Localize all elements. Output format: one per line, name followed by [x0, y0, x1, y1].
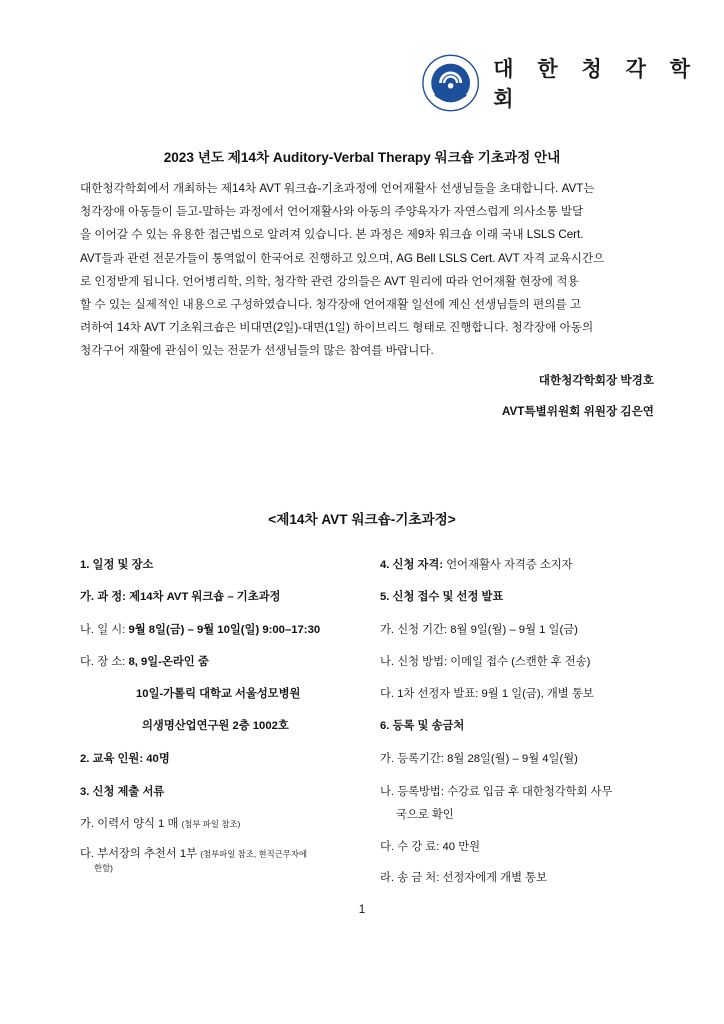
intro-line: 청각구어 재활에 관심이 있는 전문가 선생님들의 많은 참여를 바랍니다.	[80, 344, 434, 358]
apply-method: 나. 신청 방법: 이메일 접수 (스캔한 후 전송)	[380, 656, 591, 668]
document-item-note: (첨부파일 참조, 현직근무자에	[200, 849, 308, 859]
participants-value: 40명	[146, 753, 170, 765]
apply-period: 가. 신청 기간: 8월 9일(월) – 9월 1 일(금)	[380, 624, 578, 636]
participants-label: 2. 교육 인원:	[80, 753, 144, 765]
place-line-3: 의생명산업연구원 2층 1002호	[142, 720, 289, 732]
signature-committee-chair: AVT특별위원회 위원장 김은연	[502, 405, 654, 418]
signature-president: 대한청각학회장 박경호	[538, 374, 654, 387]
intro-line: 려하여 14차 AVT 기초워크숍은 비대면(2일)-대면(1일) 하이브리드 형태로 진행합니다. 청각장애 아동의	[80, 321, 594, 335]
document-item-text: 가. 이력서 양식 1 매	[80, 818, 179, 830]
date-value: 9월 8일(금) – 9월 10일(일) 9:00–17:30	[128, 624, 321, 636]
place-label: 다. 장 소:	[80, 656, 126, 668]
tuition-fee: 다. 수 강 료: 40 만원	[380, 841, 481, 853]
document-title: 2023 년도 제14차 Auditory-Verbal Therapy 워크숍 기초과정 안내	[163, 150, 561, 165]
selection-announcement: 다. 1차 선정자 발표: 9월 1 일(금), 개별 통보	[380, 688, 594, 700]
society-emblem-icon	[422, 52, 479, 114]
place-row	[80, 653, 209, 669]
remittance: 라. 송 금 처: 선정자에게 개별 통보	[380, 872, 547, 884]
document-item-text: 다. 부서장의 추천서 1부	[80, 848, 198, 860]
heading-schedule: 1. 일정 및 장소	[80, 559, 154, 571]
society-logo	[422, 52, 724, 114]
course-label: 가. 과 정:	[80, 591, 126, 603]
heading-documents: 3. 신청 제출 서류	[80, 786, 165, 798]
intro-paragraph	[80, 177, 654, 363]
intro-line: 청각장애 아동들이 듣고-말하는 과정에서 언어재활사와 아동의 주양육자가 자연스럽게 의사소통 발달	[80, 205, 584, 219]
course-value: 제14차 AVT 워크숍 – 기초과정	[129, 591, 281, 603]
intro-line: 을 이어갈 수 있는 유용한 접근법으로 알려져 있습니다. 본 과정은 제9차 워크숍 이래 국내 LSLS Cert.	[80, 228, 584, 242]
intro-line: 로 인정받게 됩니다. 언어병리학, 의학, 청각학 관련 강의들은 AVT 원리에 따라 언어재활 현장에 적용	[80, 274, 579, 288]
heading-application: 5. 신청 접수 및 선정 발표	[380, 591, 504, 603]
document-item-note: (첨부 파일 참조)	[181, 819, 241, 829]
document-item-note-cont: 한함)	[94, 863, 113, 873]
eligibility-row	[380, 556, 573, 572]
date-row	[80, 621, 320, 637]
registration-method: 나. 등록방법: 수강료 입금 후 대한청각학회 사무	[380, 786, 613, 798]
heading-registration: 6. 등록 및 송금처	[380, 720, 465, 732]
course-row	[80, 588, 280, 604]
intro-line: AVT들과 관련 전문가들이 통역없이 한국어로 진행하고 있으며, AG Bell LSLS Cert. AVT 자격 교육시간으	[80, 251, 605, 265]
place-value: 8, 9일-온라인 줌	[128, 656, 209, 668]
page-number: 1	[358, 903, 366, 916]
document-item-resume	[80, 815, 240, 831]
intro-line: 할 수 있는 실제적인 내용으로 구성하였습니다. 청각장애 언어재활 일선에 계신 선생님들의 편의를 고	[80, 298, 582, 312]
section-title: <제14차 AVT 워크숍-기초과정>	[268, 512, 456, 527]
document-item-recommendation	[80, 845, 307, 861]
registration-method-cont: 국으로 확인	[396, 809, 454, 821]
society-name: 대 한 청 각 학 회	[493, 58, 700, 111]
intro-line: 대한청각학회에서 개최하는 제14차 AVT 워크숍-기초과정에 언어재활사 선생님들을 초대합니다. AVT는	[80, 182, 595, 195]
date-label: 나. 일 시:	[80, 624, 126, 636]
eligibility-value: 언어재활사 자격증 소지자	[446, 559, 573, 571]
registration-period: 가. 등록기간: 8월 28일(월) – 9월 4일(월)	[380, 753, 578, 765]
eligibility-label: 4. 신청 자격:	[380, 559, 444, 571]
participants-row	[80, 750, 170, 766]
place-line-2: 10일-가톨릭 대학교 서울성모병원	[136, 688, 301, 700]
